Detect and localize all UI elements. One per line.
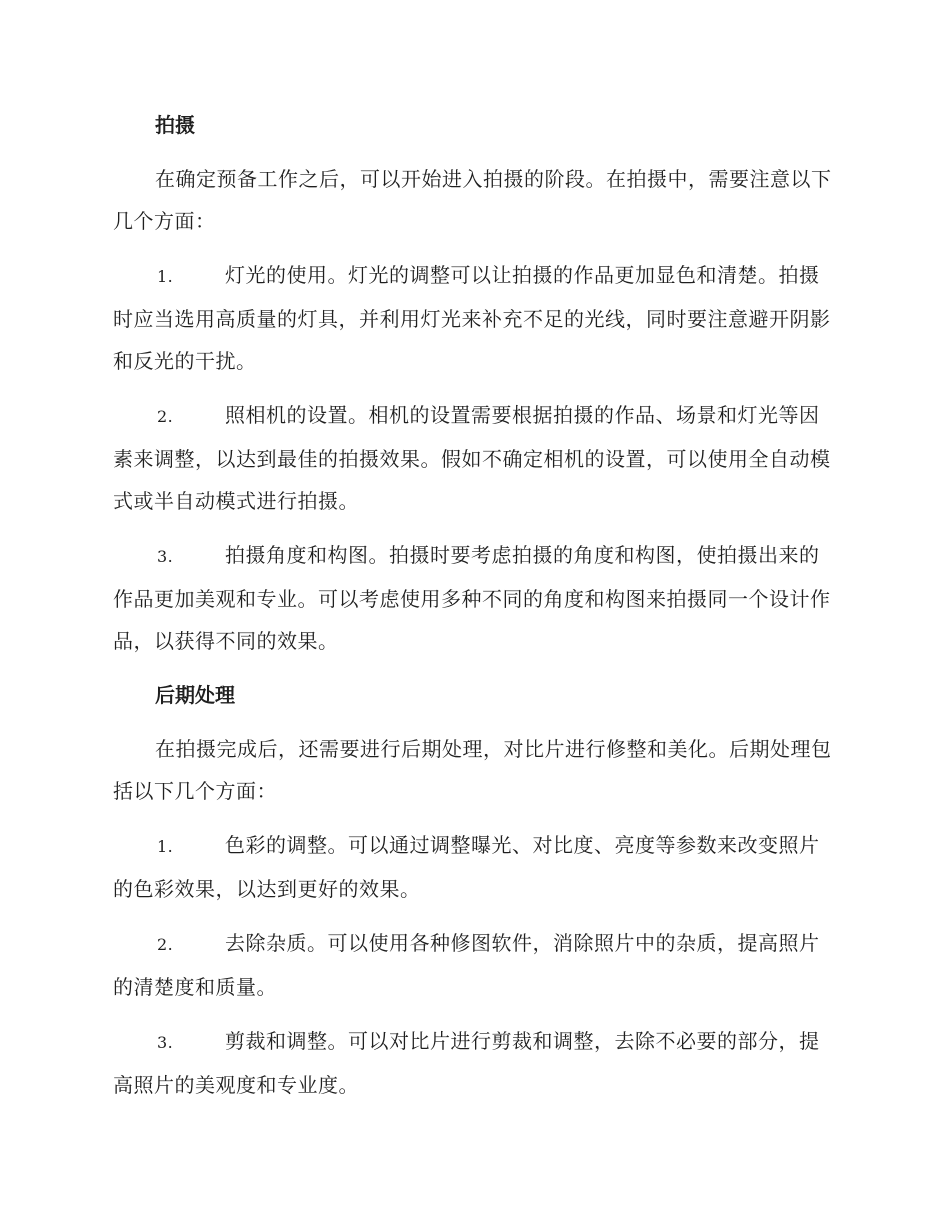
list-item-number: 3. (157, 1033, 174, 1052)
list-item-text: 剪裁和调整。可以对比片进行剪裁和调整，去除不必要的部分，提高照片的美观度和专业度。 (113, 1029, 820, 1097)
list-item (113, 534, 833, 662)
section-heading: 拍摄 (155, 113, 195, 137)
section-post-processing (113, 674, 833, 1106)
section-intro: 在拍摄完成后，还需要进行后期处理，对比片进行修整和美化。后期处理包括以下几个方面： (113, 737, 832, 803)
list-item-text: 去除杂质。可以使用各种修图软件，消除照片中的杂质，提高照片的清楚度和质量。 (113, 931, 820, 999)
section-shooting (113, 104, 833, 662)
section-heading: 后期处理 (155, 683, 235, 707)
list-item-text: 色彩的调整。可以通过调整曝光、对比度、亮度等参数来改变照片的色彩效果，以达到更好的效果。 (113, 833, 820, 901)
list-item (113, 824, 833, 910)
list-item-number: 2. (157, 935, 174, 954)
list-item (113, 254, 833, 382)
list-item-number: 3. (157, 547, 174, 566)
document-content (113, 104, 833, 1118)
list-item-text: 照相机的设置。相机的设置需要根据拍摄的作品、场景和灯光等因素来调整，以达到最佳的拍摄效果。假如不确定相机的设置，可以使用全自动模式或半自动模式进行拍摄。 (113, 403, 831, 513)
list-item (113, 394, 833, 522)
list-item (113, 922, 833, 1008)
section-intro: 在确定预备工作之后，可以开始进入拍摄的阶段。在拍摄中，需要注意以下几个方面： (113, 167, 832, 233)
list-item (113, 1020, 833, 1106)
list-item-number: 1. (157, 837, 174, 856)
list-item-text: 灯光的使用。灯光的调整可以让拍摄的作品更加显色和清楚。拍摄时应当选用高质量的灯具，并利用灯光来补充不足的光线，同时要注意避开阴影和反光的干扰。 (113, 263, 831, 373)
list-item-number: 2. (157, 407, 174, 426)
list-item-number: 1. (157, 267, 174, 286)
list-item-text: 拍摄角度和构图。拍摄时要考虑拍摄的角度和构图，使拍摄出来的作品更加美观和专业。可以考虑使用多种不同的角度和构图来拍摄同一个设计作品，以获得不同的效果。 (113, 543, 831, 653)
